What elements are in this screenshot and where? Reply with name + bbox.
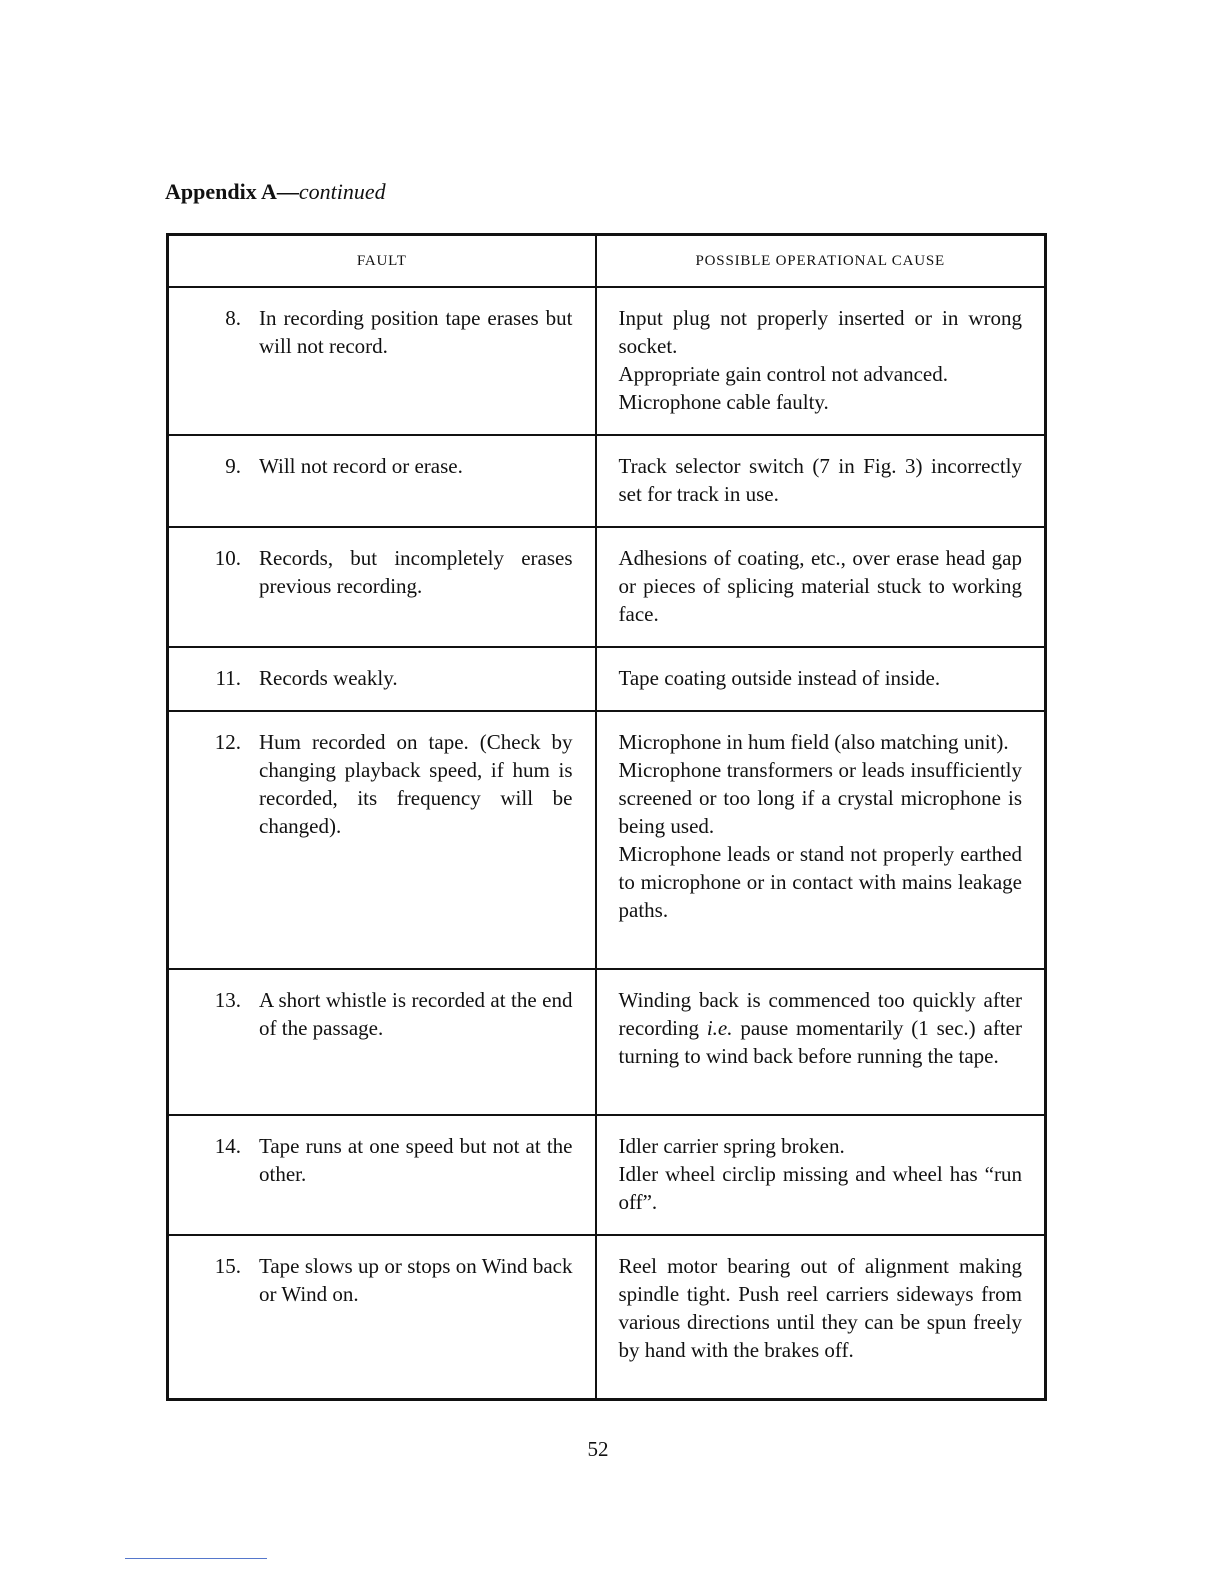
fault-number: 12. [214,730,241,754]
cause-line: Microphone leads or stand not properly earthed to microphone or in contact with mains leakage paths. [618,842,1022,922]
table-row [168,1235,1046,1399]
fault-number: 9. [225,454,241,478]
fault-text: A short whistle is recorded at the end of the passage. [259,988,573,1040]
cause-cell [596,287,1046,435]
column-header-fault: FAULT [168,235,596,288]
cause-line: Input plug not properly inserted or in wrong socket. [618,306,1022,358]
cause-text: pause momentarily (1 sec.) after turning to wind back before running the tape. [618,1016,1022,1068]
heading-subtitle: continued [298,179,386,204]
cause-line: Idler carrier spring broken. [618,1134,845,1158]
cause-line: Track selector switch (7 in Fig. 3) incorrectly set for track in use. [618,454,1022,506]
table-row [168,1115,1046,1235]
page-heading [165,178,386,206]
fault-cell [168,647,596,711]
cause-cell [596,711,1046,969]
fault-cell [168,711,596,969]
cause-cell [596,435,1046,527]
cause-line: Microphone cable faulty. [618,390,829,414]
fault-text: In recording position tape erases but will not record. [259,306,573,358]
footer-rule [125,1558,267,1559]
cause-line [619,986,1023,1070]
fault-number: 10. [214,546,241,570]
cause-line: Microphone in hum field (also matching unit). [618,730,1009,754]
table-row [168,287,1046,435]
table-row [168,647,1046,711]
fault-number: 8. [225,306,241,330]
cause-line: Tape coating outside instead of inside. [618,666,941,690]
page-number: 52 [587,1437,609,1461]
column-header-cause: POSSIBLE OPERATIONAL CAUSE [596,235,1046,288]
cause-cell [596,1235,1046,1399]
fault-cell [168,1235,596,1399]
cause-cell [596,969,1046,1115]
cause-line: Idler wheel circlip missing and wheel has “run off”. [618,1162,1022,1214]
fault-cell [168,1115,596,1235]
cause-line: Appropriate gain control not advanced. [618,362,948,386]
fault-text: Tape runs at one speed but not at the other. [259,1134,573,1186]
cause-text-italic: i.e. [706,1016,733,1040]
cause-line: Adhesions of coating, etc., over erase head gap or pieces of splicing material stuck to working face. [618,546,1022,626]
fault-number: 15. [214,1254,241,1278]
fault-cell [168,969,596,1115]
table-row [168,711,1046,969]
fault-table [166,233,1047,1401]
table-row [168,527,1046,647]
fault-number: 11. [215,666,241,690]
cause-cell [596,1115,1046,1235]
cause-text: Winding back is commenced too quickly after recording [618,988,1022,1040]
fault-text: Records weakly. [259,666,398,690]
cause-line: Microphone transformers or leads insufficiently screened or too long if a crystal microphone is being used. [618,758,1022,838]
cause-cell [596,647,1046,711]
fault-text: Will not record or erase. [259,454,463,478]
fault-text: Hum recorded on tape. (Check by changing playback speed, if hum is recorded, its frequency will be changed). [259,730,573,838]
heading-title: Appendix A— [165,179,299,204]
cause-line: Reel motor bearing out of alignment making spindle tight. Push reel carriers sideways from various directions until they can be spun freely by hand with the brakes off. [618,1254,1022,1362]
table-row [168,969,1046,1115]
fault-cell [168,527,596,647]
fault-number: 13. [214,988,241,1012]
fault-number: 14. [214,1134,241,1158]
table-row [168,435,1046,527]
fault-cell [168,435,596,527]
fault-text: Records, but incompletely erases previous recording. [259,546,573,598]
cause-cell [596,527,1046,647]
fault-text: Tape slows up or stops on Wind back or Wind on. [259,1254,573,1306]
fault-cell [168,287,596,435]
table-header-row [168,235,1046,288]
